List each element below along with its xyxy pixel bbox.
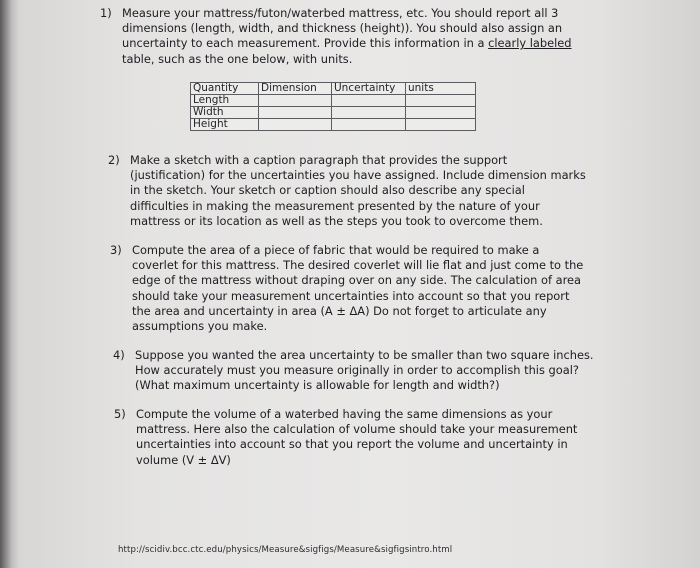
question-line: dimensions (length, width, and thickness (height)). You should also assign an: [122, 21, 563, 36]
question-line: table, such as the one below, with units.: [122, 51, 353, 66]
table-cell: [406, 95, 476, 107]
question-number: 1): [100, 6, 112, 20]
question-line: difficulties in making the measurement presented by the nature of your: [130, 198, 540, 213]
header-cell-quantity: Quantity: [191, 83, 259, 95]
question-line: should take your measurement uncertainties into account so that you report: [132, 288, 570, 303]
question-2: [108, 153, 605, 229]
header-cell-uncertainty: Uncertainty: [332, 83, 406, 95]
table-header-row: [191, 83, 476, 95]
table-cell: [259, 107, 332, 119]
question-number: 5): [114, 407, 126, 421]
row-label-height: Height: [191, 119, 259, 131]
question-line: edge of the mattress without draping over on any side. The calculation of area: [132, 273, 582, 288]
table-cell: [259, 119, 332, 131]
question-line: mattress or its location as well as the steps you took to overcome them.: [130, 213, 543, 228]
question-number: 2): [108, 153, 120, 167]
table-cell: [332, 119, 406, 131]
question-line: uncertainties into account so that you report the volume and uncertainty in: [136, 437, 568, 452]
question-1: [100, 6, 602, 67]
question-line: assumptions you make.: [132, 319, 268, 334]
question-line: in the sketch. Your sketch or caption should also describe any special: [130, 183, 525, 198]
table-cell: [259, 95, 332, 107]
question-line: mattress. Here also the calculation of volume should take your measurement: [136, 422, 578, 437]
table-cell: [406, 107, 476, 119]
question-line: How accurately must you measure originally in order to accomplish this goal?: [135, 363, 579, 378]
page-edge-shadow: [0, 0, 20, 568]
question-line: coverlet for this mattress. The desired coverlet will lie flat and just come to the: [132, 258, 584, 273]
source-url: http://scidiv.bcc.ctc.edu/physics/Measure&sigfigs/Measure&sigfigsintro.html: [118, 545, 453, 555]
question-line: (What maximum uncertainty is allowable for length and width?): [135, 378, 500, 393]
header-cell-units: units: [406, 83, 476, 95]
question-line: Suppose you wanted the area uncertainty to be smaller than two square inches.: [135, 348, 594, 362]
table-row: [191, 107, 476, 119]
question-line: Compute the area of a piece of fabric that would be required to make a: [132, 243, 540, 257]
question-number: 3): [110, 243, 122, 257]
question-line: Compute the volume of a waterbed having the same dimensions as your: [136, 407, 553, 421]
question-line: (justification) for the uncertainties you have assigned. Include dimension marks: [130, 168, 586, 183]
table-cell: [332, 107, 406, 119]
question-5: [114, 407, 611, 468]
question-number: 4): [113, 348, 125, 362]
question-3: [110, 243, 607, 334]
underlined-emphasis: clearly labeled: [488, 36, 572, 51]
header-cell-dimension: Dimension: [259, 83, 332, 95]
row-label-length: Length: [191, 95, 259, 107]
question-4: [113, 348, 610, 394]
table-cell: [332, 95, 406, 107]
question-line: Make a sketch with a caption paragraph that provides the support: [130, 153, 508, 167]
question-line: [122, 36, 602, 51]
row-label-width: Width: [191, 107, 259, 119]
question-line-text: uncertainty to each measurement. Provide this information in a: [122, 36, 489, 51]
table-row: [191, 119, 476, 131]
measurement-table: [190, 82, 476, 131]
question-line: volume (V ± ΔV): [136, 452, 231, 467]
table-row: [191, 95, 476, 107]
question-line: the area and uncertainty in area (A ± ΔA) Do not forget to articulate any: [132, 303, 547, 318]
table-cell: [406, 119, 476, 131]
question-line: Measure your mattress/futon/waterbed mattress, etc. You should report all 3: [122, 6, 559, 20]
